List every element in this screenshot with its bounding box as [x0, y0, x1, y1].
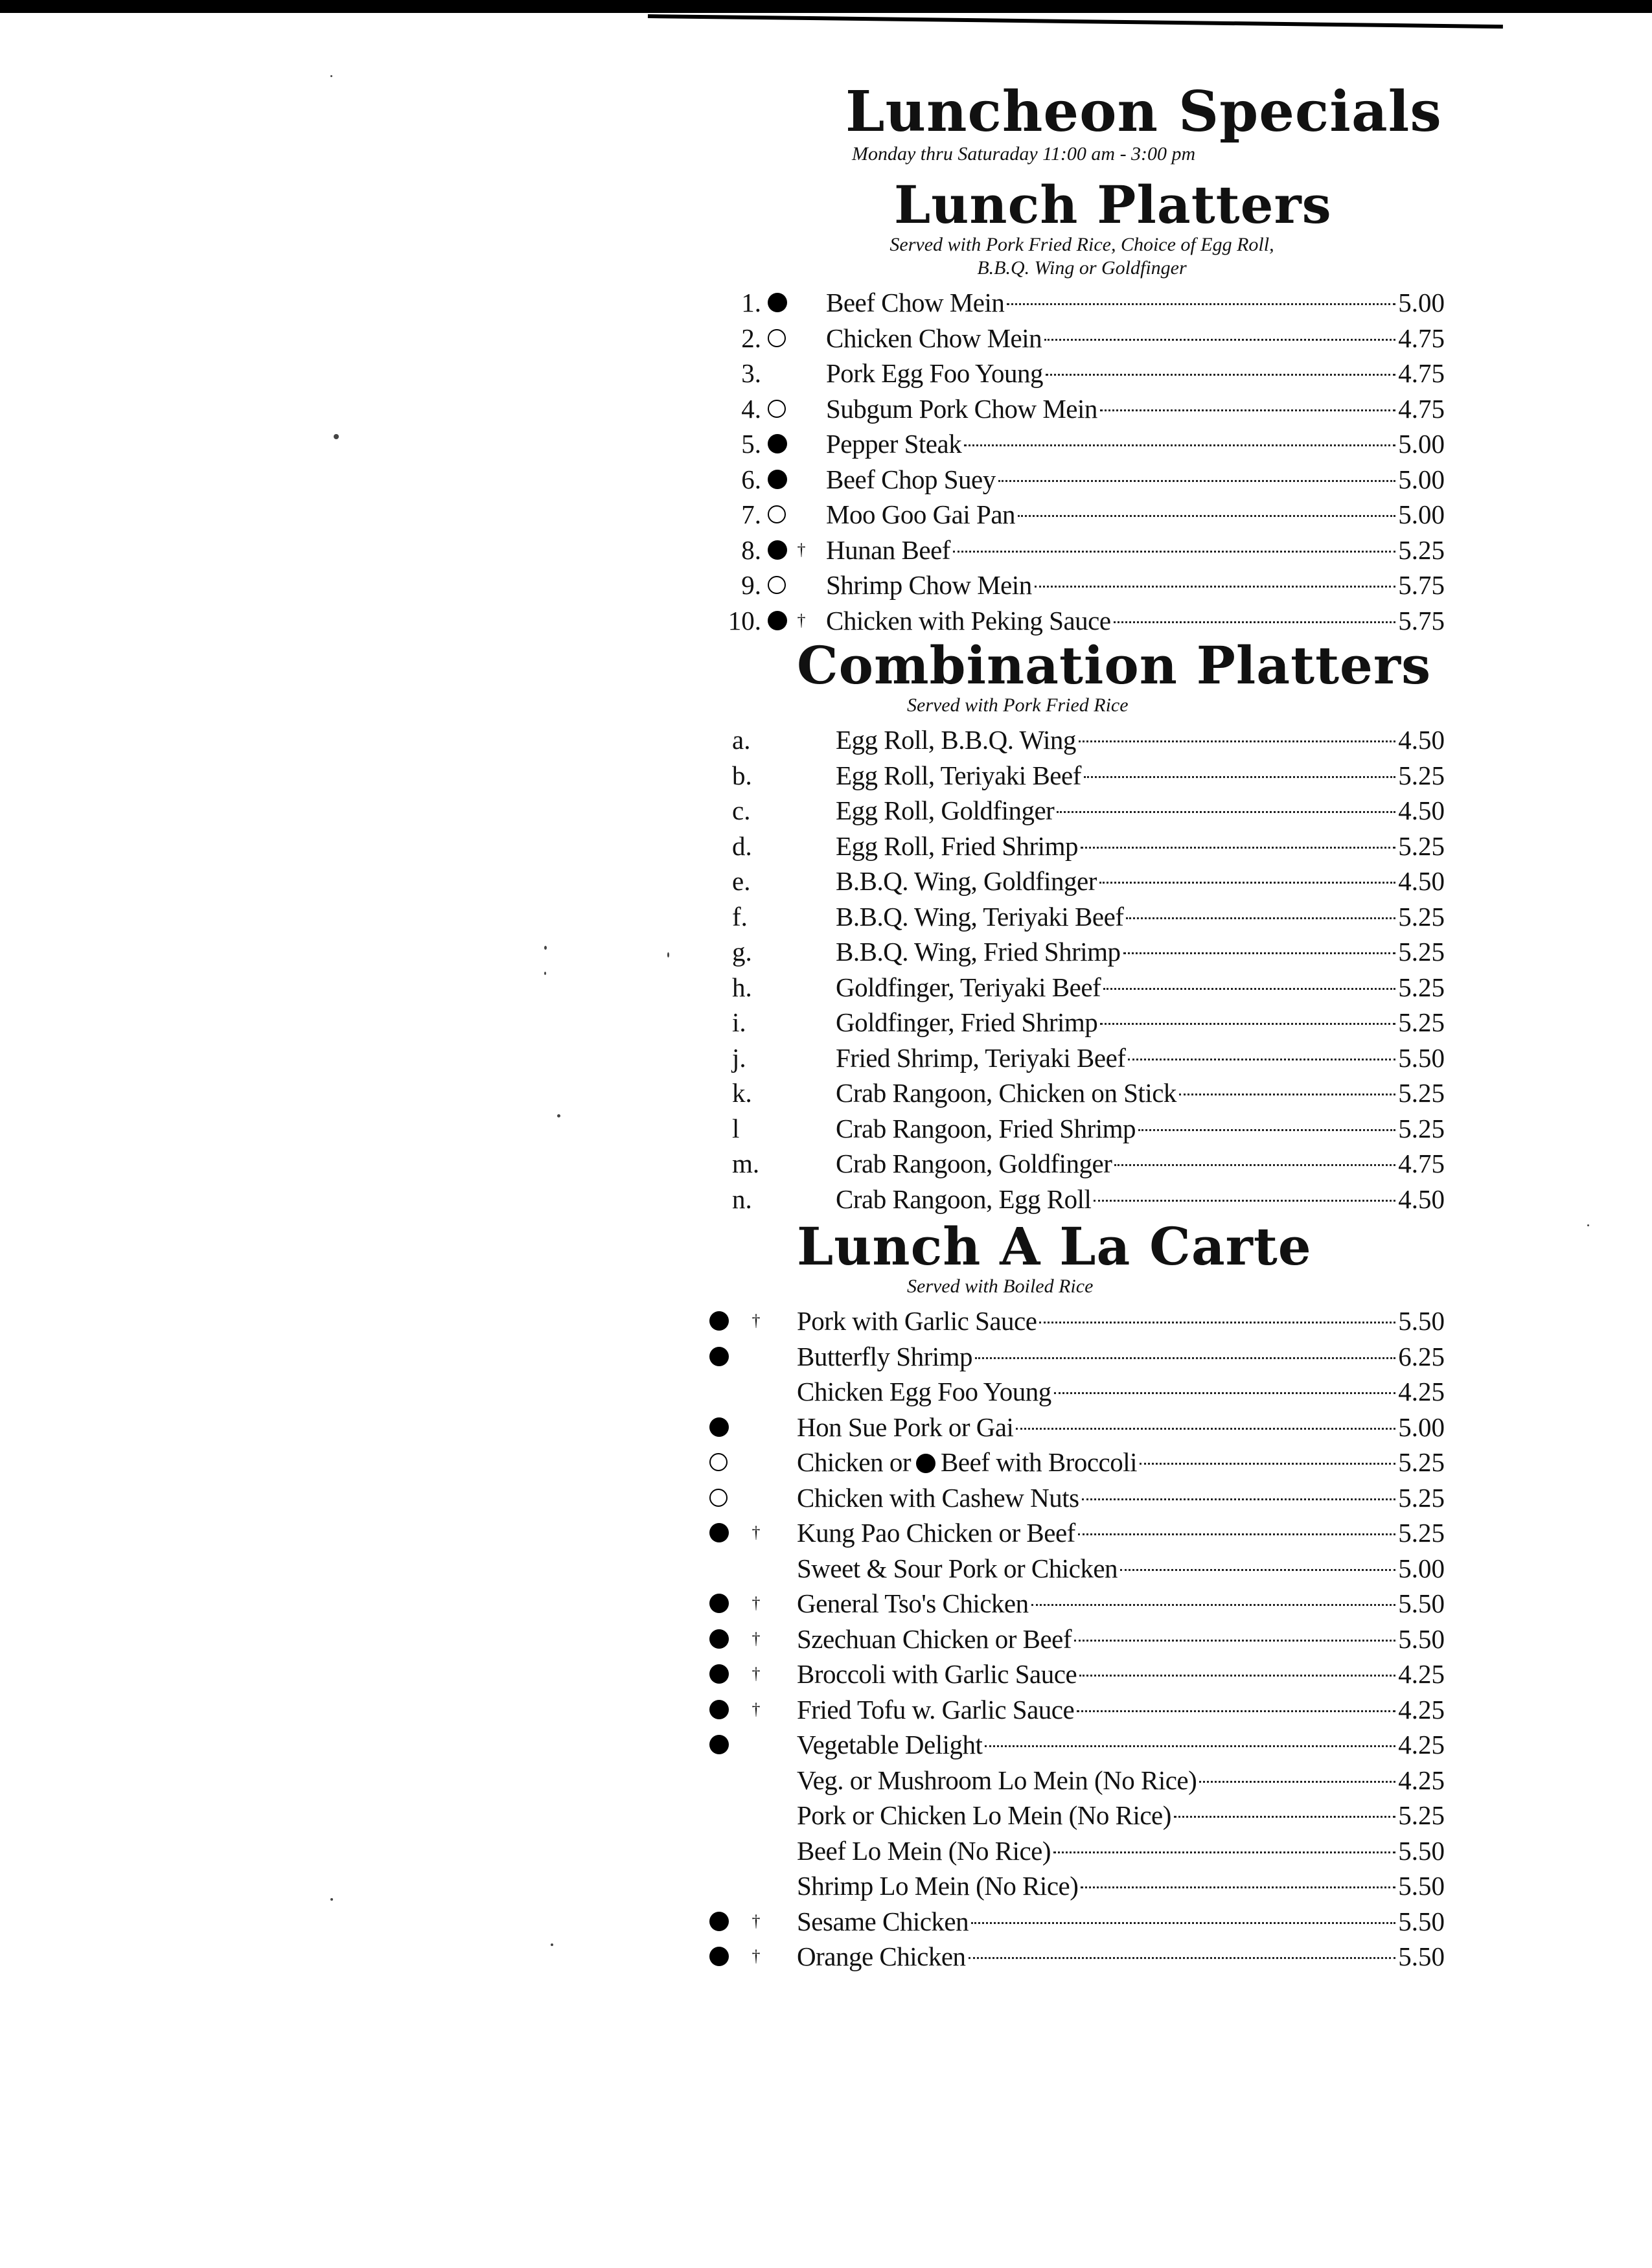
- spice-dot-icon: [916, 1454, 935, 1473]
- item-price: 5.25: [1398, 760, 1445, 790]
- item-name: Crab Rangoon, Egg Roll: [836, 1184, 1092, 1214]
- item-number: m.: [732, 1149, 760, 1178]
- item-price: 5.25: [1398, 972, 1445, 1002]
- item-number: 9.: [741, 570, 761, 600]
- open-circle-icon: [768, 505, 786, 523]
- item-name: Vegetable Delight: [797, 1730, 983, 1759]
- item-number: i.: [732, 1007, 746, 1037]
- menu-item: [700, 829, 1445, 864]
- item-markers: [761, 329, 826, 347]
- spice-dot-icon: [709, 1947, 729, 1966]
- menu-item: [700, 321, 1445, 356]
- open-circle-icon: [768, 329, 786, 347]
- menu-item: [700, 285, 1445, 321]
- menu-item: [700, 1005, 1445, 1040]
- dot-leader: [1140, 1463, 1395, 1465]
- dot-leader: [1078, 1533, 1395, 1535]
- lunch-platters-title: Lunch Platters: [894, 174, 1332, 235]
- item-markers: [700, 1453, 797, 1471]
- item-number: g.: [732, 937, 752, 967]
- menu-item: [700, 1445, 1445, 1480]
- dot-leader: [975, 1357, 1395, 1359]
- dot-leader: [1199, 1781, 1395, 1783]
- menu-item: [700, 864, 1445, 899]
- item-name: Fried Tofu w. Garlic Sauce: [797, 1694, 1075, 1724]
- item-price: 4.25: [1398, 1765, 1445, 1795]
- item-name: Kung Pao Chicken or Beef: [797, 1518, 1075, 1548]
- item-price: 4.25: [1398, 1730, 1445, 1759]
- dot-leader: [1035, 586, 1396, 588]
- item-price: 5.50: [1398, 1623, 1445, 1654]
- item-price: 5.50: [1398, 1306, 1445, 1336]
- dot-leader: [1100, 1023, 1395, 1025]
- luncheon-menu: [700, 79, 1445, 1975]
- combination-platters-section: [700, 635, 1445, 1217]
- lunch-platters-list: [700, 285, 1445, 638]
- menu-item: [700, 497, 1445, 533]
- item-number: 1.: [741, 288, 761, 317]
- item-number: 10.: [728, 605, 761, 636]
- dot-leader: [1054, 1392, 1396, 1394]
- item-markers: [700, 1489, 797, 1507]
- item-price: 5.50: [1398, 1042, 1445, 1073]
- item-name: Sweet & Sour Pork or Chicken: [797, 1553, 1118, 1583]
- lunch-a-la-carte-section: [700, 1216, 1445, 1975]
- item-markers: [761, 576, 826, 594]
- item-number: 4.: [741, 393, 761, 424]
- item-name: Beef Chop Suey: [826, 464, 996, 494]
- dot-leader: [1039, 1322, 1395, 1323]
- dot-leader: [1126, 917, 1395, 919]
- item-number: k.: [732, 1078, 752, 1108]
- menu-item: [700, 391, 1445, 427]
- dot-leader: [953, 551, 1395, 553]
- spice-dot-icon: [709, 1735, 729, 1754]
- menu-item: [700, 722, 1445, 758]
- item-price: 4.50: [1398, 1184, 1445, 1214]
- item-price: 5.75: [1398, 605, 1445, 636]
- item-name: Beef Chow Mein: [826, 288, 1005, 317]
- item-name: Crab Rangoon, Fried Shrimp: [836, 1113, 1136, 1143]
- hot-pepper-icon: †: [751, 1523, 761, 1542]
- hot-pepper-icon: †: [751, 1664, 761, 1684]
- scan-top-edge: [0, 0, 1652, 13]
- dot-leader: [1044, 339, 1395, 341]
- top-rule: [648, 14, 1503, 29]
- item-name: Chicken Chow Mein: [826, 323, 1042, 353]
- menu-item: [700, 1656, 1445, 1692]
- item-name: Egg Roll, Goldfinger: [836, 796, 1055, 825]
- item-name: Hunan Beef: [826, 534, 950, 565]
- dot-leader: [998, 480, 1396, 482]
- dot-leader: [1081, 847, 1395, 849]
- dot-leader: [1114, 621, 1396, 623]
- item-name: B.B.Q. Wing, Fried Shrimp: [836, 937, 1121, 967]
- item-price: 5.00: [1398, 1553, 1445, 1583]
- hot-pepper-icon: †: [751, 1629, 761, 1648]
- item-markers: [761, 470, 826, 489]
- item-number: b.: [732, 760, 752, 790]
- item-number: 6.: [741, 464, 761, 494]
- item-price: 5.75: [1398, 570, 1445, 600]
- item-markers: [700, 1664, 797, 1684]
- spice-dot-icon: [768, 611, 787, 630]
- dot-leader: [1123, 952, 1396, 954]
- spice-dot-icon: [768, 434, 787, 453]
- dot-leader: [1100, 409, 1395, 411]
- dot-leader: [1046, 374, 1395, 376]
- dot-leader: [1082, 1498, 1396, 1500]
- spice-dot-icon: [709, 1594, 729, 1613]
- item-markers: [761, 434, 826, 453]
- item-number: 8.: [741, 534, 761, 565]
- hot-pepper-icon: †: [751, 1594, 761, 1613]
- a-la-carte-title: Lunch A La Carte: [797, 1216, 1312, 1277]
- item-name-part: Chicken or: [797, 1447, 912, 1477]
- menu-item: [700, 1586, 1445, 1621]
- spice-dot-icon: [709, 1523, 729, 1542]
- combination-platters-title: Combination Platters: [797, 635, 1432, 696]
- spice-dot-icon: [709, 1664, 729, 1684]
- lunch-platters-subtitle-line2: B.B.Q. Wing or Goldfinger: [977, 257, 1187, 279]
- item-number: 2.: [741, 323, 761, 353]
- lunch-platters-subtitle: [790, 233, 1373, 280]
- dot-leader: [1081, 1886, 1395, 1888]
- menu-item: [700, 567, 1445, 603]
- dot-leader: [1114, 1164, 1395, 1166]
- item-name: Broccoli with Garlic Sauce: [797, 1659, 1077, 1689]
- menu-item: [700, 1303, 1445, 1339]
- item-number: 5.: [741, 429, 761, 459]
- dot-leader: [1016, 1428, 1395, 1430]
- item-name: Chicken with Cashew Nuts: [797, 1482, 1079, 1513]
- menu-item: [700, 899, 1445, 935]
- item-price: 5.25: [1398, 830, 1445, 861]
- menu-item: [700, 1939, 1445, 1975]
- dot-leader: [964, 444, 1395, 446]
- item-name: Orange Chicken: [797, 1942, 966, 1971]
- item-price: 5.25: [1398, 1800, 1445, 1830]
- dot-leader: [1084, 776, 1395, 778]
- dot-leader: [1079, 740, 1395, 742]
- item-markers: [700, 1629, 797, 1649]
- dot-leader: [1138, 1129, 1395, 1131]
- menu-item: [700, 603, 1445, 639]
- spice-dot-icon: [768, 540, 787, 560]
- item-price: 4.25: [1398, 1377, 1445, 1406]
- dot-leader: [1018, 515, 1395, 517]
- item-price: 5.50: [1398, 1906, 1445, 1936]
- menu-item: [700, 1480, 1445, 1516]
- combination-platters-subtitle: Served with Pork Fried Rice: [907, 694, 1129, 716]
- spice-dot-icon: [709, 1417, 729, 1437]
- menu-item: [700, 1727, 1445, 1763]
- spice-dot-icon: [709, 1700, 729, 1719]
- spice-dot-icon: [768, 470, 787, 489]
- item-number: 7.: [741, 499, 761, 529]
- dot-leader: [1007, 303, 1395, 305]
- menu-item: [700, 462, 1445, 498]
- hot-pepper-icon: †: [797, 610, 806, 630]
- item-price: 6.25: [1398, 1341, 1445, 1371]
- item-price: 5.25: [1398, 1113, 1445, 1143]
- item-name: Egg Roll, B.B.Q. Wing: [836, 725, 1076, 755]
- item-price: 4.25: [1398, 1694, 1445, 1724]
- menu-item: [700, 970, 1445, 1005]
- lunch-platters-subtitle-line1: Served with Pork Fried Rice, Choice of Egg Roll,: [889, 234, 1274, 255]
- item-name: Goldfinger, Fried Shrimp: [836, 1007, 1098, 1037]
- dot-leader: [971, 1922, 1395, 1924]
- item-price: 4.75: [1398, 1149, 1445, 1178]
- menu-item: [700, 1621, 1445, 1657]
- dot-leader: [1074, 1640, 1395, 1642]
- menu-item: [700, 793, 1445, 829]
- item-markers: [700, 1523, 797, 1542]
- item-markers: [700, 1347, 797, 1366]
- spice-dot-icon: [709, 1912, 729, 1931]
- item-price: 4.75: [1398, 358, 1445, 388]
- item-price: 5.00: [1398, 464, 1445, 494]
- menu-item: [700, 1868, 1445, 1904]
- menu-item: [700, 758, 1445, 794]
- item-name: Egg Roll, Teriyaki Beef: [836, 760, 1081, 790]
- dot-leader: [985, 1745, 1395, 1747]
- spice-dot-icon: [709, 1629, 729, 1649]
- spice-dot-icon: [709, 1311, 729, 1331]
- menu-item: [700, 1339, 1445, 1375]
- hot-pepper-icon: †: [751, 1911, 761, 1930]
- menu-item: [700, 1182, 1445, 1217]
- menu-item: [700, 1551, 1445, 1586]
- a-la-carte-subtitle: Served with Boiled Rice: [907, 1276, 1094, 1297]
- item-price: 5.25: [1398, 1518, 1445, 1548]
- item-name: Crab Rangoon, Goldfinger: [836, 1149, 1112, 1178]
- menu-item: [700, 1904, 1445, 1940]
- item-name: Beef Lo Mein (No Rice): [797, 1835, 1051, 1866]
- menu-item: [700, 1146, 1445, 1182]
- item-number: c.: [732, 796, 751, 825]
- item-markers: [700, 1594, 797, 1613]
- menu-item: [700, 1410, 1445, 1445]
- dot-leader: [1099, 882, 1395, 884]
- item-price: 5.25: [1398, 1482, 1445, 1513]
- menu-item: [700, 1040, 1445, 1076]
- item-price: 4.75: [1398, 323, 1445, 353]
- dot-leader: [969, 1957, 1396, 1959]
- item-price: 5.25: [1398, 534, 1445, 565]
- item-markers: [700, 1735, 797, 1754]
- item-price: 5.25: [1398, 1078, 1445, 1108]
- item-price: 4.50: [1398, 866, 1445, 896]
- dot-leader: [1179, 1094, 1395, 1095]
- item-price: 5.25: [1398, 901, 1445, 932]
- lunch-platters-section: [700, 174, 1445, 638]
- item-name: B.B.Q. Wing, Teriyaki Beef: [836, 901, 1124, 932]
- item-name: Pork Egg Foo Young: [826, 358, 1044, 388]
- item-name: Veg. or Mushroom Lo Mein (No Rice): [797, 1765, 1197, 1795]
- item-name: Shrimp Lo Mein (No Rice): [797, 1871, 1079, 1901]
- item-price: 5.00: [1398, 1412, 1445, 1442]
- item-number: j.: [732, 1042, 746, 1073]
- spice-dot-icon: [709, 1347, 729, 1366]
- combination-platters-list: [700, 722, 1445, 1217]
- item-number: f.: [732, 901, 748, 932]
- menu-item: [700, 1075, 1445, 1111]
- item-name: Goldfinger, Teriyaki Beef: [836, 972, 1101, 1002]
- menu-item: [700, 533, 1445, 568]
- item-number: d.: [732, 830, 752, 861]
- item-price: 4.50: [1398, 796, 1445, 825]
- page-title: Luncheon Specials: [845, 79, 1442, 144]
- menu-header: [845, 79, 1445, 166]
- hot-pepper-icon: †: [751, 1947, 761, 1966]
- item-name: Pepper Steak: [826, 429, 962, 459]
- menu-item: [700, 934, 1445, 970]
- item-markers: [700, 1417, 797, 1437]
- open-circle-icon: [709, 1453, 728, 1471]
- hours-text: Monday thru Saturaday 11:00 am - 3:00 pm: [852, 143, 1196, 165]
- menu-item: [700, 1763, 1445, 1798]
- dot-leader: [1057, 811, 1395, 813]
- open-circle-icon: [709, 1489, 728, 1507]
- item-price: 5.50: [1398, 1871, 1445, 1901]
- item-name: Subgum Pork Chow Mein: [826, 393, 1097, 424]
- item-number: e.: [732, 866, 751, 896]
- item-price: 4.50: [1398, 725, 1445, 755]
- open-circle-icon: [768, 576, 786, 594]
- item-price: 5.50: [1398, 1942, 1445, 1971]
- hot-pepper-icon: †: [797, 540, 806, 559]
- item-price: 5.25: [1398, 1447, 1445, 1477]
- item-price: 4.75: [1398, 393, 1445, 424]
- item-name: Crab Rangoon, Chicken on Stick: [836, 1078, 1176, 1108]
- dot-leader: [1174, 1816, 1395, 1818]
- item-name: General Tso's Chicken: [797, 1588, 1029, 1618]
- menu-item: [700, 1833, 1445, 1869]
- dot-leader: [1103, 988, 1395, 990]
- item-markers: [700, 1700, 797, 1719]
- item-name: Pork with Garlic Sauce: [797, 1306, 1037, 1336]
- dot-leader: [1079, 1675, 1395, 1677]
- item-number: h.: [732, 972, 752, 1002]
- item-name: Butterfly Shrimp: [797, 1341, 973, 1371]
- item-price: 5.00: [1398, 429, 1445, 459]
- menu-item: [700, 426, 1445, 462]
- hot-pepper-icon: †: [751, 1311, 761, 1331]
- item-name: Hon Sue Pork or Gai: [797, 1412, 1014, 1442]
- menu-item: [700, 1798, 1445, 1833]
- item-price: 5.25: [1398, 937, 1445, 967]
- dot-leader: [1120, 1569, 1395, 1571]
- item-markers: [700, 1912, 797, 1931]
- dot-leader: [1053, 1851, 1395, 1853]
- item-name: Fried Shrimp, Teriyaki Beef: [836, 1042, 1126, 1073]
- spice-dot-icon: [768, 293, 787, 312]
- menu-item: [700, 1111, 1445, 1147]
- item-number: 3.: [741, 358, 761, 388]
- dot-leader: [1077, 1710, 1395, 1712]
- dot-leader: [1094, 1200, 1395, 1202]
- item-name: Chicken Egg Foo Young: [797, 1377, 1051, 1406]
- menu-item: [700, 356, 1445, 391]
- item-name: Egg Roll, Fried Shrimp: [836, 830, 1078, 861]
- open-circle-icon: [768, 400, 786, 418]
- item-markers: [761, 293, 826, 312]
- item-name: Pork or Chicken Lo Mein (No Rice): [797, 1800, 1171, 1830]
- item-markers: [761, 400, 826, 418]
- dot-leader: [1128, 1059, 1395, 1060]
- item-markers: [761, 540, 826, 560]
- item-name: Shrimp Chow Mein: [826, 570, 1032, 600]
- hot-pepper-icon: †: [751, 1699, 761, 1719]
- item-number: l: [732, 1113, 740, 1143]
- item-price: 5.00: [1398, 288, 1445, 317]
- dot-leader: [1031, 1604, 1396, 1606]
- item-markers: [700, 1947, 797, 1966]
- menu-item: [700, 1374, 1445, 1410]
- item-price: 5.25: [1398, 1007, 1445, 1037]
- item-markers: [761, 611, 826, 630]
- item-price: 5.50: [1398, 1835, 1445, 1866]
- item-name: B.B.Q. Wing, Goldfinger: [836, 866, 1097, 896]
- item-price: 5.00: [1398, 499, 1445, 529]
- item-number: a.: [732, 725, 751, 755]
- item-name-part: Beef with Broccoli: [941, 1447, 1138, 1477]
- item-name: Sesame Chicken: [797, 1906, 969, 1936]
- item-number: n.: [732, 1184, 752, 1214]
- item-name: Szechuan Chicken or Beef: [797, 1623, 1072, 1654]
- menu-item: [700, 1692, 1445, 1728]
- item-price: 4.25: [1398, 1659, 1445, 1689]
- a-la-carte-list: [700, 1303, 1445, 1975]
- menu-item: [700, 1515, 1445, 1551]
- item-name: [797, 1445, 1137, 1480]
- item-name: Moo Goo Gai Pan: [826, 499, 1016, 529]
- item-name: Chicken with Peking Sauce: [826, 605, 1111, 636]
- item-price: 5.50: [1398, 1588, 1445, 1618]
- item-markers: [700, 1311, 797, 1331]
- item-markers: [761, 505, 826, 523]
